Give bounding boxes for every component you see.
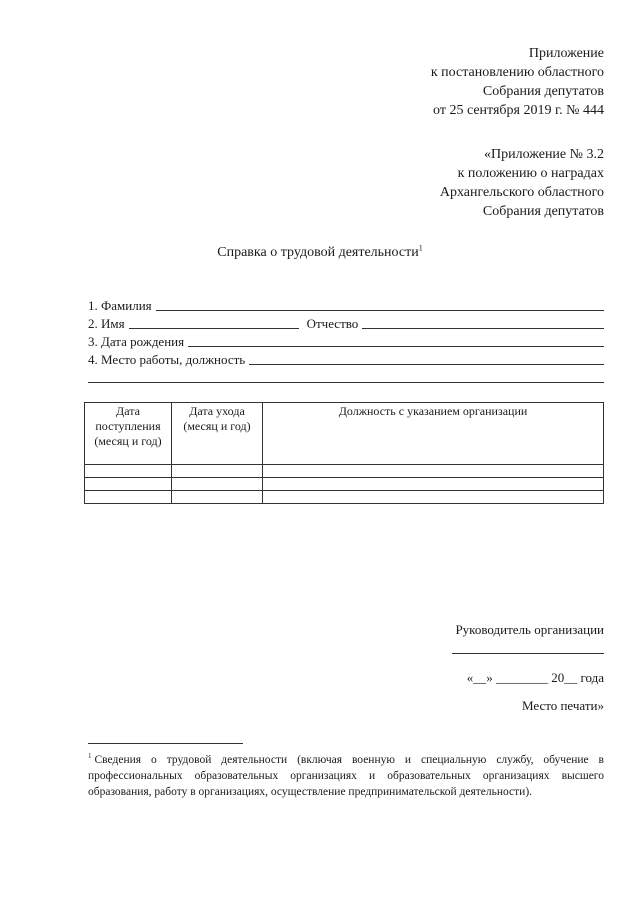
workplace-row xyxy=(88,350,604,368)
birthdate-field[interactable] xyxy=(188,334,604,347)
document-title-text: Справка о трудовой деятельности xyxy=(217,245,419,260)
patronymic-label: Отчество xyxy=(306,316,359,331)
table-cell[interactable] xyxy=(263,478,604,491)
name-label: 2. Имя xyxy=(88,316,125,331)
table-cell[interactable] xyxy=(263,491,604,504)
employment-table-header-row xyxy=(85,403,604,465)
column-header-position: Должность с указанием организации xyxy=(263,403,604,465)
workplace-field[interactable] xyxy=(249,352,604,365)
table-cell[interactable] xyxy=(172,491,263,504)
birthdate-row xyxy=(88,332,604,350)
workplace-continuation-field[interactable] xyxy=(88,370,604,383)
regulation-header xyxy=(440,145,604,221)
table-row xyxy=(85,491,604,504)
footnote-mark: 1 xyxy=(88,752,92,761)
appendix-header-line: к постановлению областного xyxy=(430,65,604,80)
signature-date: «__» ________ 20__ года xyxy=(466,670,604,685)
document-title xyxy=(0,245,640,261)
table-cell[interactable] xyxy=(172,465,263,478)
stamp-place-label: Место печати» xyxy=(521,698,604,713)
footnote-divider xyxy=(88,743,243,744)
column-header-start-date: Дата поступления (месяц и год) xyxy=(85,403,172,465)
table-cell[interactable] xyxy=(85,491,172,504)
table-row xyxy=(85,465,604,478)
workplace-label: 4. Место работы, должность xyxy=(88,352,246,367)
patronymic-field[interactable] xyxy=(362,316,604,329)
table-cell[interactable] xyxy=(172,478,263,491)
table-cell[interactable] xyxy=(85,465,172,478)
regulation-header-line: Архангельского областного xyxy=(439,185,604,200)
surname-label: 1. Фамилия xyxy=(88,298,152,313)
surname-field[interactable] xyxy=(156,298,604,311)
employment-table xyxy=(84,402,604,504)
footnote-text: Сведения о трудовой деятельности (включая военную и специальную службу, обучение в профессиональных образовательных организациях и образовательных организациях высшего образования, работу в организациях, осуществление предпринимательской деятельности). xyxy=(88,754,604,798)
regulation-header-line: Собрания депутатов xyxy=(482,204,604,219)
appendix-header-line: Приложение xyxy=(528,46,604,61)
appendix-header-line: Собрания депутатов xyxy=(482,84,604,99)
table-row xyxy=(85,478,604,491)
title-footnote-mark: 1 xyxy=(418,243,423,253)
footnote xyxy=(88,752,604,800)
head-of-organization-label: Руководитель организации xyxy=(455,622,604,637)
personal-data-form xyxy=(88,296,604,386)
name-field[interactable] xyxy=(129,316,299,329)
column-header-end-date: Дата ухода (месяц и год) xyxy=(172,403,263,465)
name-row xyxy=(88,314,604,332)
regulation-header-line: к положению о наградах xyxy=(457,166,604,181)
regulation-header-line: «Приложение № 3.2 xyxy=(484,147,604,162)
appendix-header-line: от 25 сентября 2019 г. № 444 xyxy=(433,103,604,118)
workplace-continuation-row xyxy=(88,368,604,386)
surname-row xyxy=(88,296,604,314)
birthdate-label: 3. Дата рождения xyxy=(88,334,185,349)
appendix-header xyxy=(431,44,604,120)
table-cell[interactable] xyxy=(263,465,604,478)
table-cell[interactable] xyxy=(85,478,172,491)
signature-line[interactable] xyxy=(452,653,604,654)
